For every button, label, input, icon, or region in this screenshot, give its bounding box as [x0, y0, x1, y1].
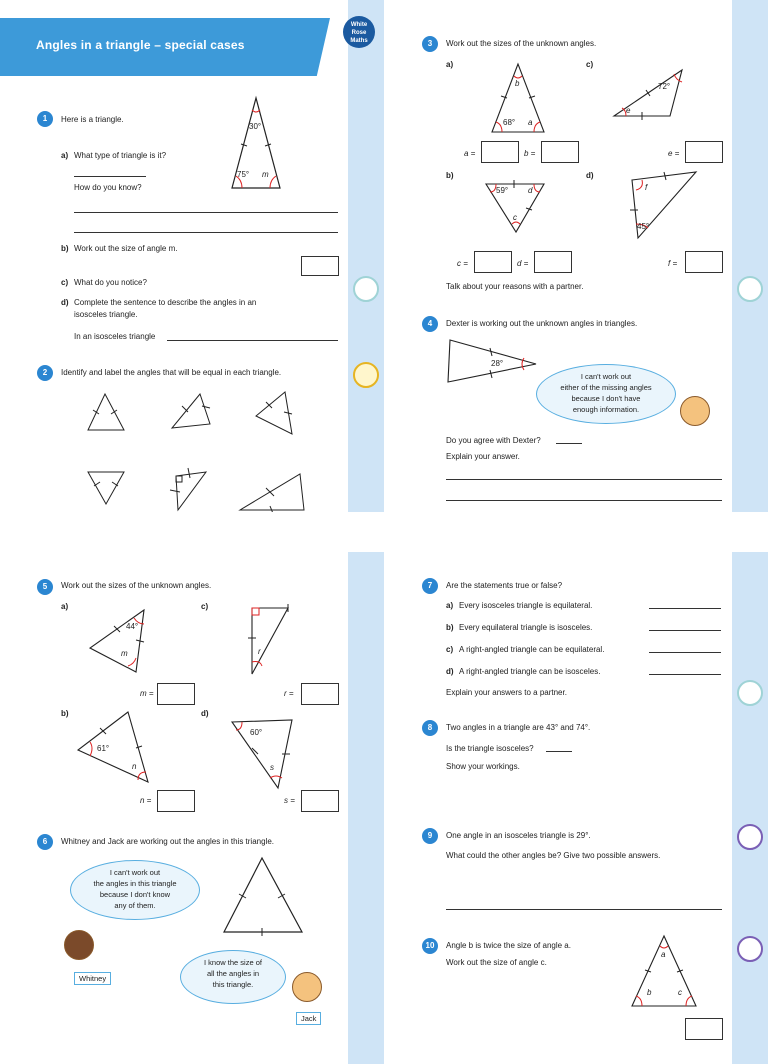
- q5b-triangle: [76, 710, 152, 784]
- q3-answer-b-label: b =: [524, 149, 536, 158]
- q3b-angle-right: d: [528, 186, 533, 195]
- jack-avatar: [292, 972, 322, 1002]
- q5a-label: a): [61, 602, 69, 611]
- q5a-triangle: [88, 608, 150, 674]
- q1a-reason-line-2[interactable]: [74, 232, 338, 233]
- q5-answer-n-label: n =: [140, 796, 152, 805]
- jack-speech-bubble: I know the size of all the angles in this triangle.: [180, 950, 286, 1004]
- q6-triangle: [222, 856, 304, 934]
- q5-answer-m-label: m =: [140, 689, 154, 698]
- q7a-answer-line[interactable]: [649, 608, 721, 609]
- q1c-text: What do you notice?: [74, 278, 147, 287]
- whitney-avatar: [64, 930, 94, 960]
- q7b-answer-line[interactable]: [649, 630, 721, 631]
- jack-name: Jack: [296, 1012, 321, 1025]
- q5c-angle-mid: r: [258, 647, 261, 656]
- discuss-icon: [737, 276, 763, 302]
- q1b-answer-box[interactable]: [301, 256, 339, 276]
- q3c-triangle: [610, 68, 688, 120]
- q4-agree-line[interactable]: [556, 443, 582, 444]
- whitney-speech-bubble: I can't work out the angles in this triangle because I don't know any of them.: [70, 860, 200, 920]
- q1d-label: d): [61, 298, 69, 307]
- discuss-icon: [353, 276, 379, 302]
- q8-show: Show your workings.: [446, 762, 520, 771]
- question-number-10: 10: [422, 938, 438, 954]
- question-number-6: 6: [37, 834, 53, 850]
- q3-answer-e-label: e =: [668, 149, 680, 158]
- q3c-label: c): [586, 60, 594, 69]
- q3-prompt: Work out the sizes of the unknown angles.: [446, 39, 597, 48]
- side-strip: [348, 552, 384, 1064]
- q8-answer-line[interactable]: [546, 751, 572, 752]
- q10-angle-left: b: [647, 988, 652, 997]
- q3c-angle-left: e: [626, 106, 631, 115]
- q2-triangles: [80, 390, 310, 520]
- q1d-text-2: isosceles triangle.: [74, 310, 138, 319]
- q1-prompt: Here is a triangle.: [61, 115, 124, 124]
- q10-ask: Work out the size of angle c.: [446, 958, 547, 967]
- q1a-text: What type of triangle is it?: [74, 151, 167, 160]
- q7d-answer-line[interactable]: [649, 674, 721, 675]
- q3-answer-d-label: d =: [517, 259, 529, 268]
- q3b-triangle: [484, 180, 548, 236]
- q7-prompt: Are the statements true or false?: [446, 581, 563, 590]
- question-number-1: 1: [37, 111, 53, 127]
- q3b-label: b): [446, 171, 454, 180]
- q9-prompt: One angle in an isosceles triangle is 29°.: [446, 831, 591, 840]
- q3-answer-a-box[interactable]: [481, 141, 519, 163]
- q4-prompt: Dexter is working out the unknown angles in triangles.: [446, 319, 638, 328]
- q3c-angle-right: 72°: [658, 82, 671, 91]
- q3d-angle-bottom: 45°: [637, 222, 650, 231]
- q8-prompt: Two angles in a triangle are 43° and 74°.: [446, 723, 591, 732]
- white-rose-logo: White Rose Maths: [343, 16, 375, 48]
- q5a-angle-top: 44°: [126, 622, 139, 631]
- q7b-label: b): [446, 623, 454, 632]
- q1a-label: a): [61, 151, 69, 160]
- dexter-avatar: [680, 396, 710, 426]
- q3-answer-e-box[interactable]: [685, 141, 723, 163]
- q3a-angle-top: b: [515, 79, 520, 88]
- q1-angle-right: m: [262, 170, 269, 179]
- q3-answer-b-box[interactable]: [541, 141, 579, 163]
- q1-angle-top: 30°: [249, 122, 262, 131]
- q10-prompt: Angle b is twice the size of angle a.: [446, 941, 571, 950]
- question-number-2: 2: [37, 365, 53, 381]
- q3-answer-c-box[interactable]: [474, 251, 512, 273]
- q5b-angle-left: 61°: [97, 744, 110, 753]
- q7-explain: Explain your answers to a partner.: [446, 688, 567, 697]
- q3d-triangle: [630, 170, 700, 242]
- q4-agree: Do you agree with Dexter?: [446, 436, 541, 445]
- q5-answer-r-box[interactable]: [301, 683, 339, 705]
- q5d-label: d): [201, 709, 209, 718]
- q6-prompt: Whitney and Jack are working out the angles in this triangle.: [61, 837, 275, 846]
- question-number-8: 8: [422, 720, 438, 736]
- q3d-angle-top: f: [645, 183, 648, 192]
- q7d-text: A right-angled triangle can be isosceles.: [459, 667, 601, 676]
- q7a-label: a): [446, 601, 454, 610]
- q5d-angle-bottom: s: [270, 763, 274, 772]
- q10-angle-right: c: [678, 988, 682, 997]
- q5-prompt: Work out the sizes of the unknown angles.: [61, 581, 212, 590]
- q1a-how: How do you know?: [74, 183, 142, 192]
- dexter-speech-bubble: I can't work out either of the missing angles because I don't have enough information.: [536, 364, 676, 424]
- q4-angle: 28°: [491, 359, 504, 368]
- q3a-label: a): [446, 60, 454, 69]
- q3b-angle-left: 59°: [496, 186, 509, 195]
- q5-answer-m-box[interactable]: [157, 683, 195, 705]
- q5d-angle-top: 60°: [250, 728, 263, 737]
- q4-explain-line-1[interactable]: [446, 479, 722, 480]
- q10-answer-box[interactable]: [685, 1018, 723, 1040]
- q3-answer-d-box[interactable]: [534, 251, 572, 273]
- side-strip: [732, 552, 768, 1064]
- q1d-answer-line[interactable]: [167, 340, 338, 341]
- q9-answer-line[interactable]: [446, 909, 722, 910]
- q1a-answer-line[interactable]: [74, 176, 146, 177]
- q3d-label: d): [586, 171, 594, 180]
- q3-answer-f-box[interactable]: [685, 251, 723, 273]
- side-strip: [732, 0, 768, 512]
- question-number-7: 7: [422, 578, 438, 594]
- q1b-label: b): [61, 244, 69, 253]
- q3a-triangle: [488, 62, 546, 134]
- page-1: [0, 0, 384, 512]
- q5b-label: b): [61, 709, 69, 718]
- question-number-5: 5: [37, 579, 53, 595]
- q4-explain: Explain your answer.: [446, 452, 520, 461]
- q3-answer-f-label: f =: [668, 259, 678, 268]
- page-2: [384, 0, 768, 512]
- q5c-triangle: [248, 606, 324, 676]
- q10-triangle: [628, 934, 700, 1008]
- q7c-text: A right-angled triangle can be equilateral.: [459, 645, 605, 654]
- q1d-sentence: In an isosceles triangle: [74, 332, 156, 341]
- q5b-angle-right: n: [132, 762, 137, 771]
- q5d-triangle: [228, 718, 298, 790]
- pencil-icon: [353, 362, 379, 388]
- discuss-icon: [737, 680, 763, 706]
- page-gap: [0, 512, 768, 552]
- side-strip: [348, 0, 384, 512]
- q3a-angle-right: a: [528, 118, 533, 127]
- q1a-reason-line-1[interactable]: [74, 212, 338, 213]
- q3b-angle-bottom: c: [513, 213, 517, 222]
- q3-talk: Talk about your reasons with a partner.: [446, 282, 584, 291]
- q5a-angle-mid: m: [121, 649, 128, 658]
- q3a-angle-left: 68°: [503, 118, 516, 127]
- challenge-icon: [737, 936, 763, 962]
- q7c-label: c): [446, 645, 454, 654]
- q8-ask: Is the triangle isosceles?: [446, 744, 534, 753]
- page-4: [384, 552, 768, 1064]
- q7a-text: Every isosceles triangle is equilateral.: [459, 601, 593, 610]
- q3-answer-a-label: a =: [464, 149, 476, 158]
- q2-prompt: Identify and label the angles that will be equal in each triangle.: [61, 368, 282, 377]
- question-number-3: 3: [422, 36, 438, 52]
- whitney-name: Whitney: [74, 972, 111, 985]
- q1b-text: Work out the size of angle m.: [74, 244, 178, 253]
- q7b-text: Every equilateral triangle is isosceles.: [459, 623, 593, 632]
- page-3: [0, 552, 384, 1064]
- question-number-4: 4: [422, 316, 438, 332]
- q4-explain-line-2[interactable]: [446, 500, 722, 501]
- q5-answer-s-box[interactable]: [301, 790, 339, 812]
- q10-angle-top: a: [661, 950, 666, 959]
- q1c-label: c): [61, 278, 69, 287]
- q5-answer-r-label: r =: [284, 689, 294, 698]
- q5-answer-n-box[interactable]: [157, 790, 195, 812]
- q3-answer-c-label: c =: [457, 259, 468, 268]
- q5c-label: c): [201, 602, 209, 611]
- q9-ask: What could the other angles be? Give two possible answers.: [446, 851, 661, 860]
- q7d-label: d): [446, 667, 454, 676]
- question-number-9: 9: [422, 828, 438, 844]
- q1-angle-left: 75°: [237, 170, 250, 179]
- challenge-icon: [737, 824, 763, 850]
- q5-answer-s-label: s =: [284, 796, 295, 805]
- q1d-text-1: Complete the sentence to describe the angles in an: [74, 298, 257, 307]
- page-title: Angles in a triangle – special cases: [36, 38, 245, 52]
- q7c-answer-line[interactable]: [649, 652, 721, 653]
